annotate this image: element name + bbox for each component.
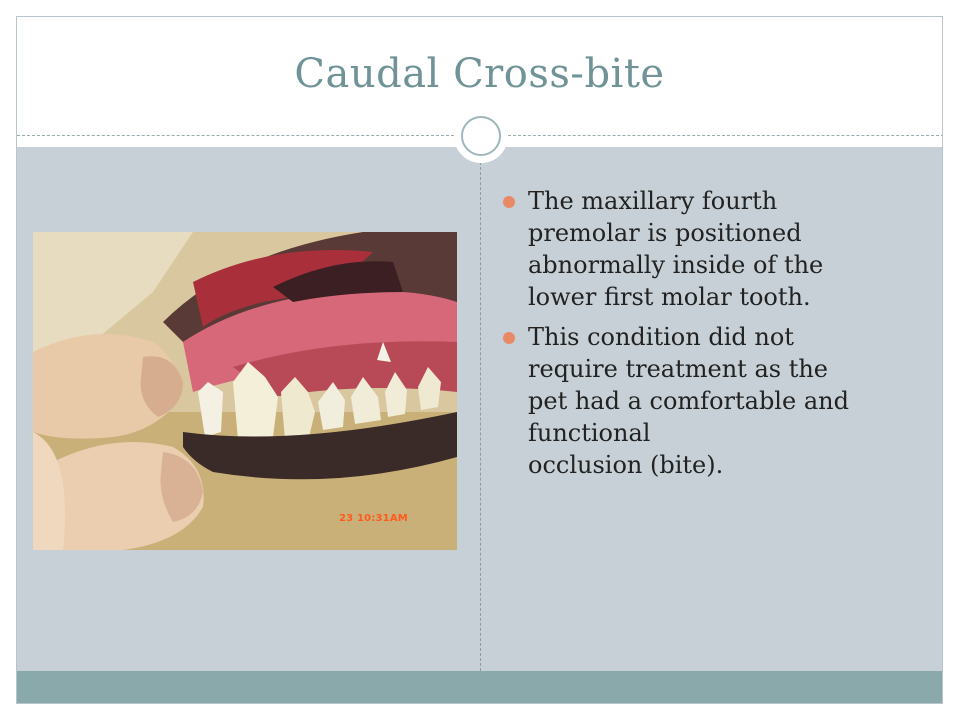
bullet-line: lower first molar tooth. [528, 283, 811, 311]
bullet-line: abnormally inside of the [528, 251, 824, 279]
dog-mouth-illustration [33, 232, 457, 550]
bullet-line: premolar is positioned [528, 219, 802, 247]
content-area [17, 147, 942, 671]
slide [16, 16, 943, 704]
title-divider-left [17, 135, 454, 136]
slide-title: Caudal Cross-bite [294, 51, 665, 97]
bullet-line: pet had a comfortable and [528, 387, 849, 415]
dog-mouth-photo [33, 232, 457, 550]
bullet-dot-icon [503, 196, 515, 208]
bullet-item [503, 321, 923, 481]
bullet-line: occlusion (bite). [528, 451, 724, 479]
circle-ornament-ring [461, 116, 501, 156]
bullet-line: require treatment as the [528, 355, 828, 383]
column-divider [480, 147, 481, 671]
bullet-item [503, 185, 923, 313]
bullet-line: This condition did not [528, 323, 794, 351]
photo-timestamp: 23 10:31AM [339, 513, 408, 524]
title-divider-right [508, 135, 943, 136]
circle-ornament-icon [454, 109, 508, 163]
bullet-line: functional [528, 419, 651, 447]
bullet-dot-icon [503, 332, 515, 344]
bullet-line: The maxillary fourth [528, 187, 778, 215]
bullet-list [503, 185, 923, 489]
footer-bar [17, 671, 942, 704]
